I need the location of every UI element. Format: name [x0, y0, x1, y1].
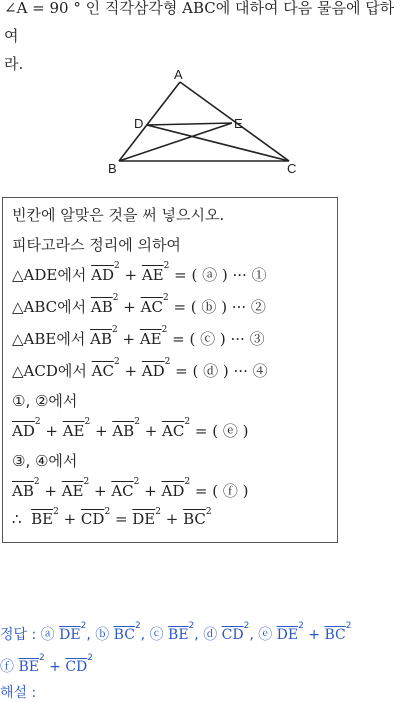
combine1-equation: $\overline{AD}^2 + \overline{AE}^2 + \overline{AB}^2 + \overline{AC}^2$ = ( ⓔ )	[12, 417, 249, 440]
question-text: ∠A = 90 ° 인 직각삼각형 ABC에 대하여 다음 물음에 답하여 라.	[4, 0, 395, 73]
therefore-equation: ∴ $\overline{BE}^2 + \overline{CD}^2 = \overline{DE}^2 + \overline{BC}^2$	[12, 507, 212, 528]
label-B: B	[108, 161, 117, 176]
equation-row: △ABC에서 $\overline{AB}^2 + \overline{AC}^2$ = ( ⓑ ) ··· ②	[12, 293, 266, 316]
label-C: C	[287, 161, 297, 176]
answer-line-1: 정답 : ⓐ $\overline{DE}^2$, ⓑ $\overline{BC}^2$, ⓒ $\overline{BE}^2$, ⓓ $\overline{CD}^2$, ⓔ $\overline{DE}^2 + \overline{BC}^2$	[0, 621, 352, 643]
instruction: 빈칸에 알맞은 것을 써 넣으시오.	[12, 206, 225, 224]
problem-box	[2, 197, 338, 543]
label-D: D	[134, 116, 144, 131]
triangle-figure	[100, 64, 310, 182]
equation-row: △ABE에서 $\overline{AB}^2 + \overline{AE}^2$ = ( ⓒ ) ··· ③	[12, 325, 265, 348]
combine2-equation: $\overline{AB}^2 + \overline{AE}^2 + \overline{AC}^2 + \overline{AD}^2$ = ( ⓕ )	[12, 477, 249, 500]
angle-a: ∠A = 90 °	[4, 0, 81, 17]
label-A: A	[174, 67, 183, 82]
label-E: E	[234, 116, 243, 131]
combine2-label: ③, ④에서	[12, 452, 78, 470]
equation-row: △ADE에서 $\overline{AD}^2 + \overline{AE}^2$ = ( ⓐ ) ··· ①	[12, 261, 267, 284]
equation-row: △ACD에서 $\overline{AC}^2 + \overline{AD}^2$ = ( ⓓ ) ··· ④	[12, 357, 268, 380]
combine1-label: ①, ②에서	[12, 392, 78, 410]
answer-line-2: ⓕ $\overline{BE}^2 + \overline{CD}^2$	[0, 653, 94, 675]
explanation-label: 해설 :	[0, 685, 37, 701]
pythagoras-line: 피타고라스 정리에 의하여	[12, 236, 181, 254]
